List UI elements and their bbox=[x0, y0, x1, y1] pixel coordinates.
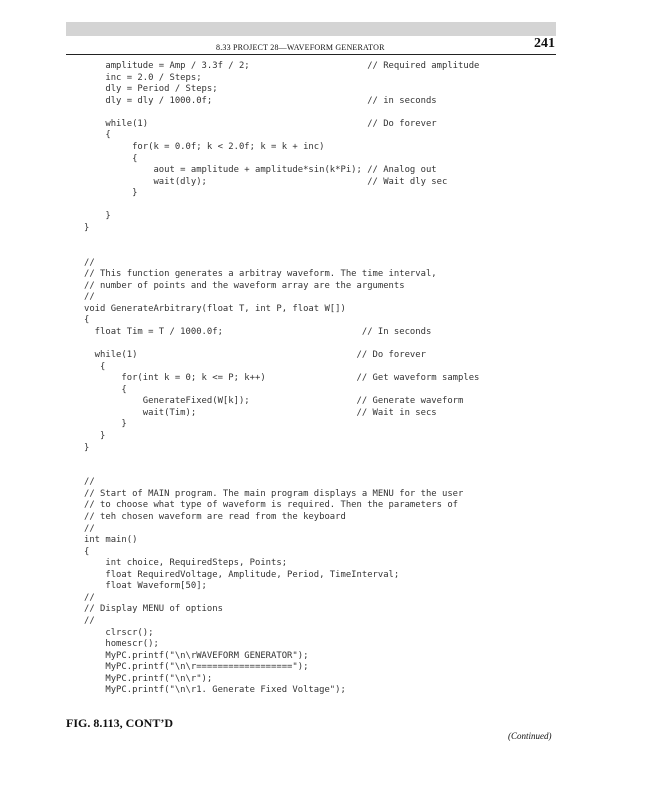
code-line: dly = Period / Steps; bbox=[84, 84, 218, 95]
code-line: MyPC.printf("\n\rWAVEFORM GENERATOR"); bbox=[84, 650, 309, 661]
code-line: // to choose what type of waveform is required. Then the parameters of bbox=[84, 500, 459, 511]
code-line: } bbox=[84, 431, 106, 441]
code-line: } bbox=[84, 222, 90, 233]
code-listing bbox=[84, 61, 479, 697]
code-line: // Start of MAIN program. The main program displays a MENU for the user bbox=[84, 488, 464, 499]
code-line: } bbox=[84, 188, 138, 199]
figure-label: FIG. 8.113, CONT’D bbox=[66, 716, 174, 730]
code-line: clrscr(); bbox=[84, 627, 154, 638]
code-line bbox=[84, 107, 479, 119]
code-line: int choice, RequiredSteps, Points; bbox=[84, 558, 288, 569]
code-line: { bbox=[84, 315, 90, 326]
code-line: // bbox=[84, 257, 95, 268]
code-line: wait(Tim); // Wait in secs bbox=[84, 407, 437, 418]
code-line: { bbox=[84, 384, 127, 395]
code-line: // This function generates a arbitray waveform. The time interval, bbox=[84, 269, 437, 280]
code-line: GenerateFixed(W[k]); // Generate waveform bbox=[84, 396, 464, 407]
code-line: inc = 2.0 / Steps; bbox=[84, 72, 202, 83]
code-line: { bbox=[84, 153, 138, 164]
page-number: 241 bbox=[534, 36, 555, 51]
code-line: dly = dly / 1000.0f; // in seconds bbox=[84, 95, 437, 106]
code-line bbox=[84, 246, 479, 258]
code-line: // number of points and the waveform array are the arguments bbox=[84, 280, 405, 291]
code-line: // bbox=[84, 592, 95, 603]
code-line: int main() bbox=[84, 535, 138, 546]
code-line: aout = amplitude + amplitude*sin(k*Pi); // Analog out bbox=[84, 165, 437, 176]
code-line: float Waveform[50]; bbox=[84, 581, 207, 592]
code-line: float Tim = T / 1000.0f; // In seconds bbox=[84, 326, 432, 337]
code-line: while(1) // Do forever bbox=[84, 118, 437, 129]
code-line: MyPC.printf("\n\r=================="); bbox=[84, 662, 309, 673]
code-line: { bbox=[84, 546, 90, 557]
code-line: for(int k = 0; k <= P; k++) // Get waveform samples bbox=[84, 373, 480, 384]
code-line: homescr(); bbox=[84, 639, 159, 650]
code-line: float RequiredVoltage, Amplitude, Period, TimeInterval; bbox=[84, 569, 400, 580]
code-line: { bbox=[84, 130, 111, 141]
code-line bbox=[84, 200, 479, 212]
code-line bbox=[84, 339, 479, 351]
code-line: } bbox=[84, 442, 90, 453]
code-line bbox=[84, 454, 479, 466]
code-line: while(1) // Do forever bbox=[84, 350, 426, 361]
running-head: 8.33 PROJECT 28—WAVEFORM GENERATOR bbox=[216, 43, 385, 52]
code-line: wait(dly); // Wait dly sec bbox=[84, 176, 448, 187]
code-line: for(k = 0.0f; k < 2.0f; k = k + inc) bbox=[84, 141, 325, 152]
code-line: void GenerateArbitrary(float T, int P, float W[]) bbox=[84, 303, 346, 314]
header-rule bbox=[66, 54, 556, 55]
code-line: // teh chosen waveform are read from the keyboard bbox=[84, 511, 346, 522]
code-line: // bbox=[84, 477, 95, 488]
code-line: { bbox=[84, 361, 106, 372]
code-line bbox=[84, 466, 479, 478]
code-line: amplitude = Amp / 3.3f / 2; // Required amplitude bbox=[84, 61, 480, 71]
continued-note: (Continued) bbox=[508, 731, 552, 741]
top-scan-bar bbox=[66, 22, 556, 36]
code-line: } bbox=[84, 419, 127, 430]
code-line: MyPC.printf("\n\r1. Generate Fixed Voltage"); bbox=[84, 685, 346, 696]
code-line: // Display MENU of options bbox=[84, 604, 223, 615]
code-line: // bbox=[84, 523, 95, 534]
code-line: // bbox=[84, 292, 95, 303]
code-line: // bbox=[84, 616, 95, 626]
code-line: MyPC.printf("\n\r"); bbox=[84, 673, 213, 684]
code-line bbox=[84, 234, 479, 246]
code-line: } bbox=[84, 211, 111, 222]
